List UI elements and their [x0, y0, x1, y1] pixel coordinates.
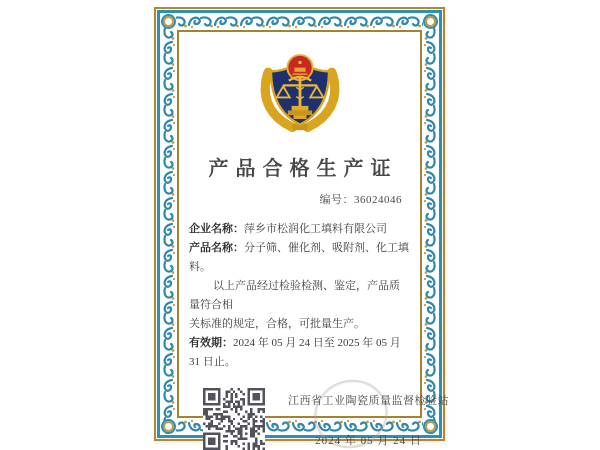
issuer-block [288, 388, 449, 448]
certificate-footer [189, 388, 449, 450]
certificate-title: 产品合格生产证 [208, 158, 398, 180]
statement-line-1: 以上产品经过检验检测、鉴定，产品质量符合相 [189, 280, 400, 311]
validity-label: 有效期： [189, 337, 233, 349]
company-name-line [189, 220, 410, 239]
serial-number: 36024046 [354, 194, 402, 206]
corner-ornament-top-left [161, 14, 176, 29]
certificate-content [181, 34, 449, 447]
ornament-border-top [161, 14, 438, 29]
statement-line-2: 关标准的规定，合格，可批量生产。 [189, 318, 365, 330]
product-name-value: 分子筛、催化剂、吸附剂、化工填料。 [189, 242, 409, 273]
validity-line [189, 334, 410, 372]
corner-ornament-bottom-left [161, 419, 176, 434]
company-name-value: 萍乡市松润化工填料有限公司 [244, 223, 387, 235]
validity-value: 2024 年 05 月 24 日至 2025 年 05 月 31 日止。 [189, 337, 401, 368]
serial-number-row [189, 191, 410, 207]
ornament-border-right [423, 14, 438, 434]
ornament-border-left [161, 14, 176, 434]
qr-code [203, 388, 265, 450]
corner-ornament-top-right [423, 14, 438, 29]
issue-date: 2024 年 05 月 24 日 [315, 435, 422, 447]
product-name-line [189, 239, 410, 277]
serial-label: 编号： [319, 194, 354, 206]
product-name-label: 产品名称： [189, 242, 244, 254]
issuer-name: 江西省工业陶瓷质量监督检验站 [288, 395, 449, 407]
certificate-body [189, 220, 410, 372]
quality-supervision-emblem-icon [252, 48, 348, 132]
certificate [154, 7, 449, 447]
company-name-label: 企业名称： [189, 223, 244, 235]
